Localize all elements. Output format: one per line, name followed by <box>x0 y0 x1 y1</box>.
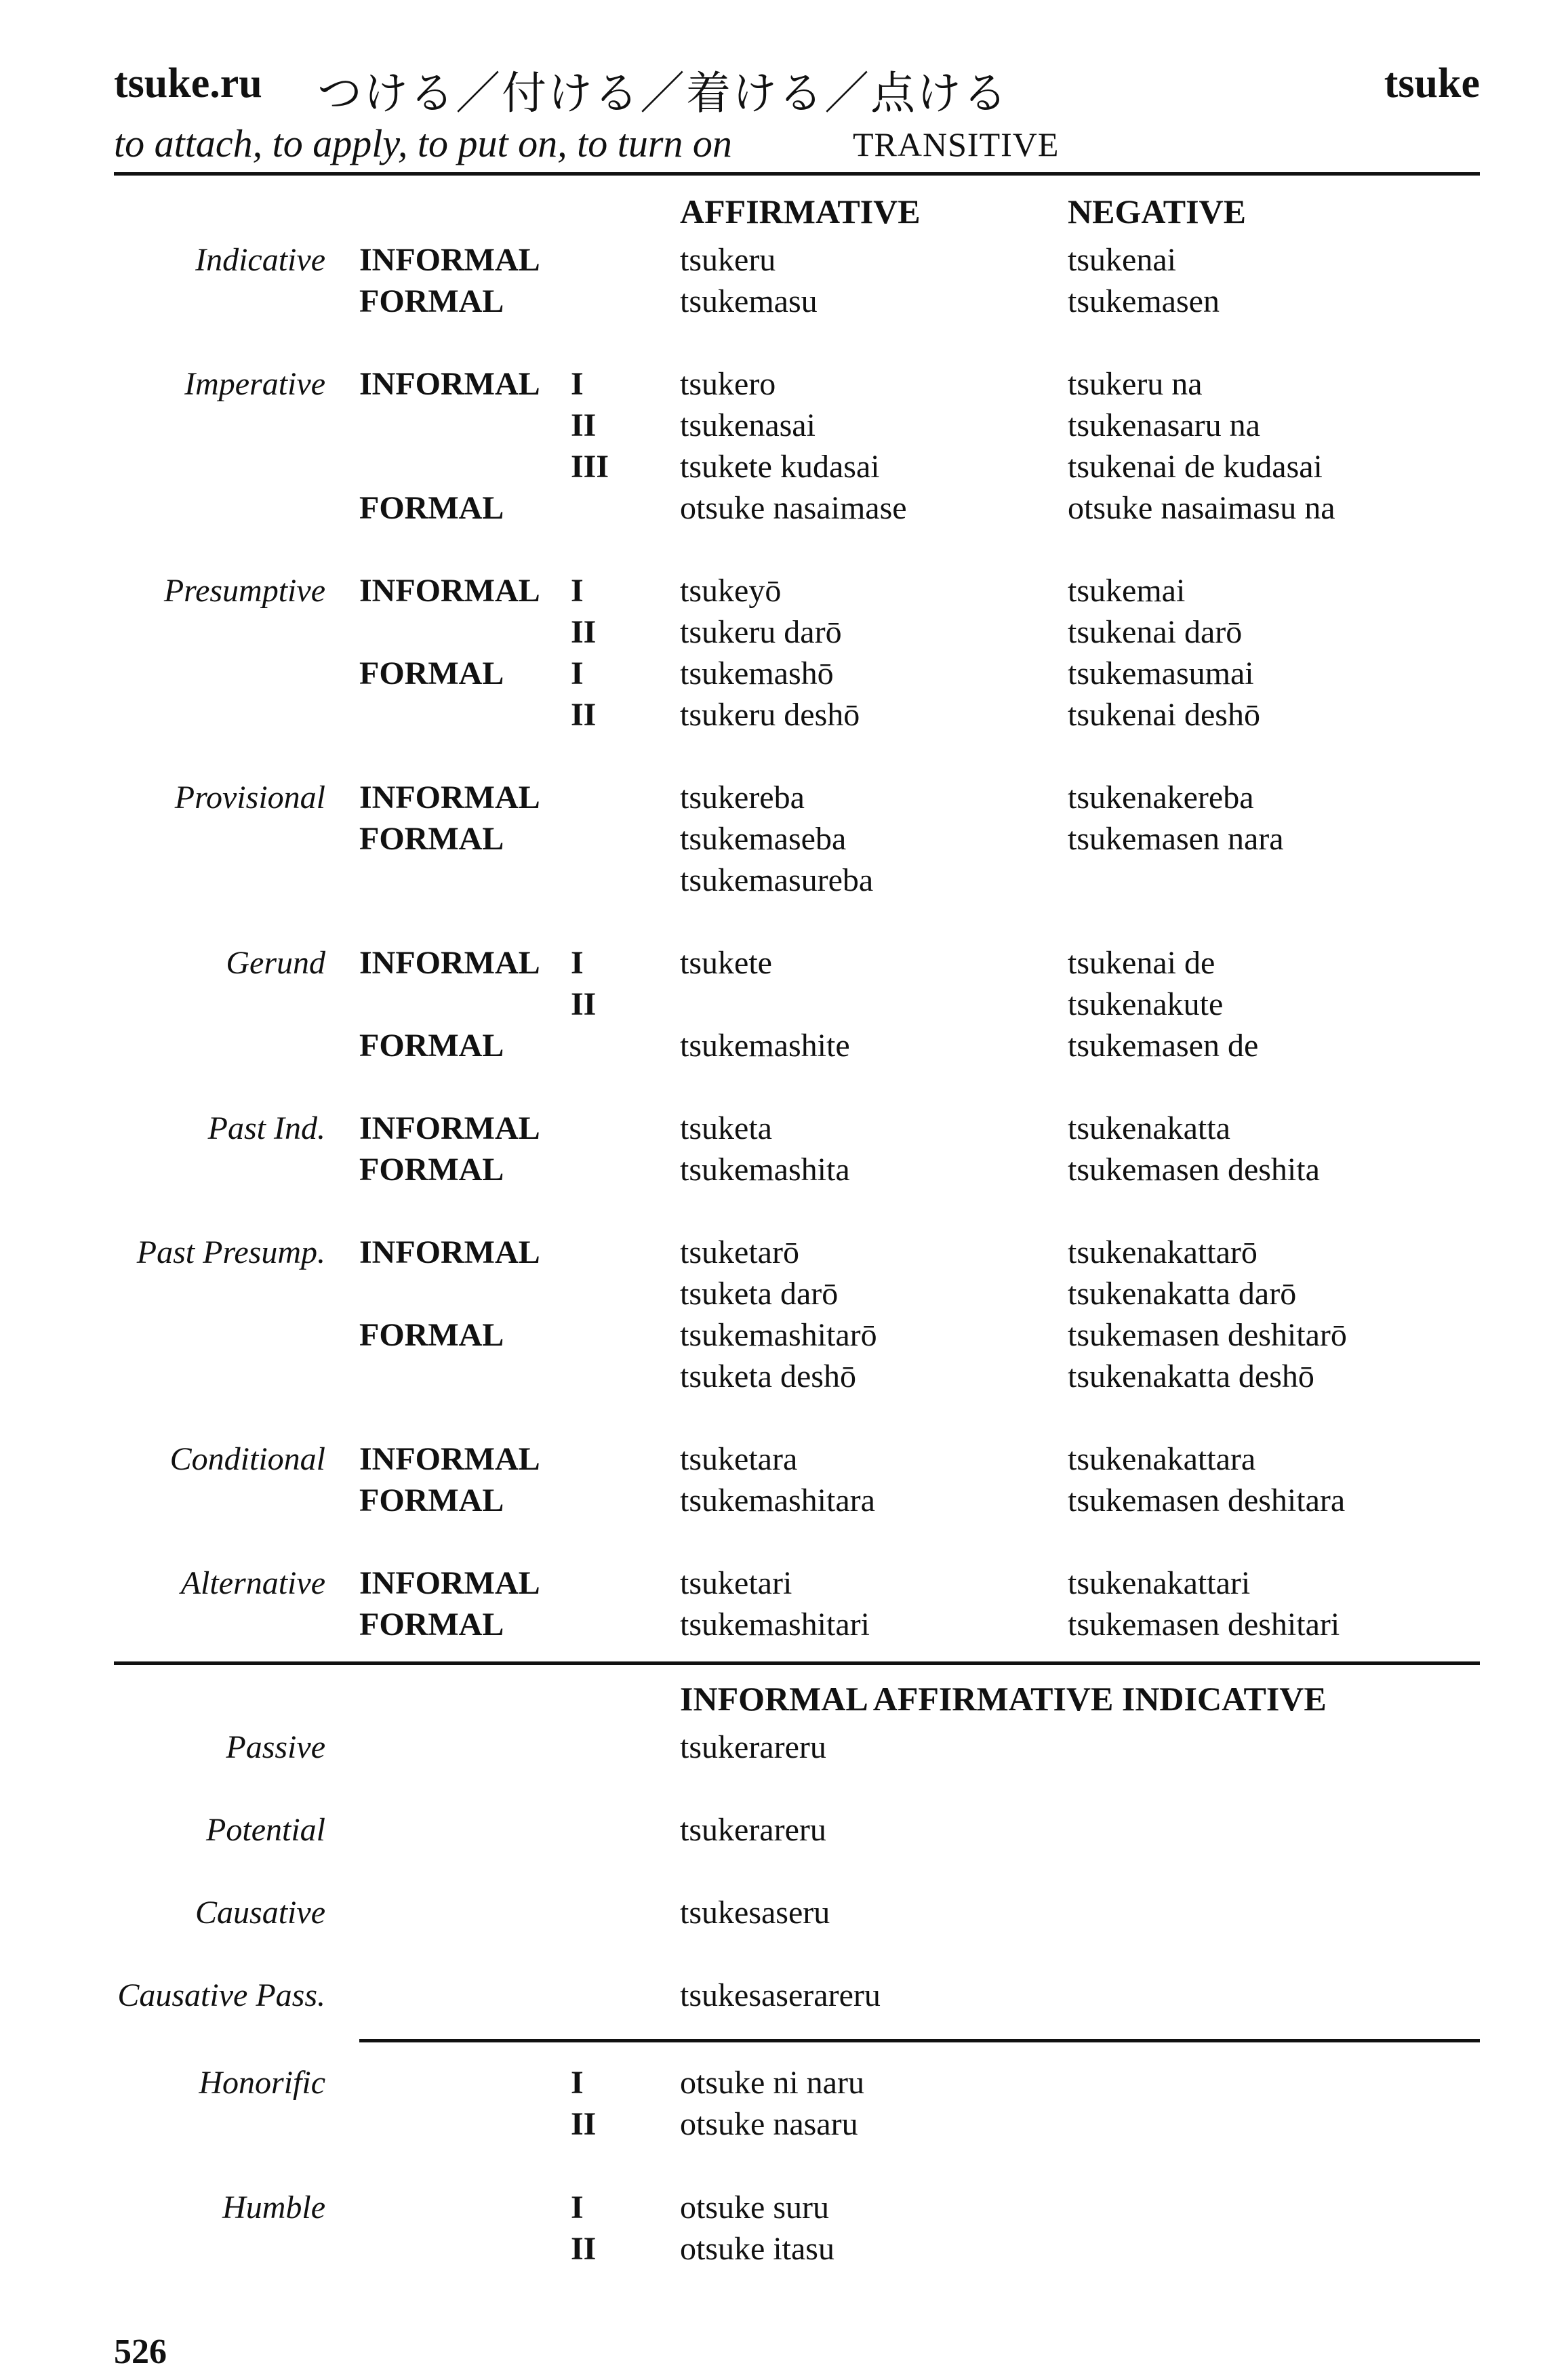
category-label: Past Presump. <box>136 1234 325 1270</box>
affirmative-form: tsukeru <box>680 242 776 278</box>
negative-form: tsukemasen deshitara <box>1068 1483 1346 1518</box>
register-label: INFORMAL <box>359 945 540 981</box>
derived-form: tsukesaseru <box>680 1895 830 1931</box>
register-label: FORMAL <box>359 821 504 857</box>
derived-category: Passive <box>226 1729 325 1765</box>
polite-form: otsuke nasaru <box>680 2106 858 2142</box>
category-label: Provisional <box>174 780 325 815</box>
negative-form: tsukemasen <box>1068 283 1220 319</box>
negative-form: tsukemasen deshita <box>1068 1152 1320 1188</box>
affirmative-form: tsukeru darō <box>680 614 842 650</box>
affirmative-form: tsuketa <box>680 1110 772 1146</box>
category-label: Presumptive <box>163 573 325 609</box>
affirmative-form: tsukete <box>680 945 772 981</box>
register-label: FORMAL <box>359 1152 504 1188</box>
affirmative-form: tsukemashitarō <box>680 1317 877 1353</box>
affirmative-form: otsuke nasaimase <box>680 490 907 526</box>
polite-form: otsuke itasu <box>680 2231 834 2267</box>
affirmative-form: tsukeru deshō <box>680 697 860 733</box>
form-number: I <box>571 655 584 691</box>
mid-rule <box>114 1661 1480 1665</box>
form-number: I <box>571 366 584 402</box>
negative-form: tsukenakatta darō <box>1068 1276 1297 1312</box>
english-gloss: to attach, to apply, to put on, to turn on <box>114 121 732 165</box>
top-rule <box>114 172 1480 176</box>
affirmative-form: tsukemasu <box>680 283 818 319</box>
negative-form: tsukenai deshō <box>1068 697 1260 733</box>
negative-form: tsukenakatta <box>1068 1110 1230 1146</box>
negative-form: tsukenakattarō <box>1068 1234 1258 1270</box>
form-number: II <box>571 2231 597 2267</box>
affirmative-form: tsukeyō <box>680 573 782 609</box>
negative-form: tsukenai de kudasai <box>1068 449 1323 485</box>
negative-form: tsukenakereba <box>1068 780 1254 815</box>
category-label: Imperative <box>184 366 325 402</box>
negative-form: tsukenai <box>1068 242 1176 278</box>
register-label: INFORMAL <box>359 1234 540 1270</box>
negative-form: tsukenakattara <box>1068 1441 1256 1477</box>
register-label: INFORMAL <box>359 366 540 402</box>
form-number: II <box>571 614 597 650</box>
register-label: FORMAL <box>359 283 504 319</box>
negative-form: tsukenakatta deshō <box>1068 1358 1314 1394</box>
form-number: I <box>571 573 584 609</box>
derived-form: tsukerareru <box>680 1729 826 1765</box>
form-number: I <box>571 2065 584 2101</box>
register-label: FORMAL <box>359 655 504 691</box>
derived-form: tsukerareru <box>680 1812 826 1848</box>
header-line-1 <box>114 60 1480 121</box>
negative-form: tsukemasen de <box>1068 1028 1259 1064</box>
stem: tsuke <box>1384 60 1480 106</box>
negative-form: tsukenai de <box>1068 945 1215 981</box>
negative-form: tsukemasen nara <box>1068 821 1284 857</box>
form-number: I <box>571 945 584 981</box>
polite-rule <box>359 2039 1480 2042</box>
headword: tsuke.ru <box>114 60 262 106</box>
derived-heading: INFORMAL AFFIRMATIVE INDICATIVE <box>680 1680 1327 1718</box>
affirmative-form: tsukemasureba <box>680 862 874 898</box>
form-number: II <box>571 986 597 1022</box>
polite-form: otsuke suru <box>680 2190 829 2225</box>
column-header-negative: NEGATIVE <box>1068 193 1247 230</box>
negative-form: tsukenai darō <box>1068 614 1243 650</box>
negative-form: otsuke nasaimasu na <box>1068 490 1335 526</box>
form-number: II <box>571 407 597 443</box>
register-label: INFORMAL <box>359 1441 540 1477</box>
form-number: II <box>571 697 597 733</box>
affirmative-form: tsukete kudasai <box>680 449 880 485</box>
negative-form: tsukemai <box>1068 573 1186 609</box>
register-label: INFORMAL <box>359 1565 540 1601</box>
register-label: INFORMAL <box>359 573 540 609</box>
negative-form: tsukenakattari <box>1068 1565 1251 1601</box>
affirmative-form: tsuketa darō <box>680 1276 839 1312</box>
category-label: Gerund <box>226 945 325 981</box>
register-label: INFORMAL <box>359 1110 540 1146</box>
affirmative-form: tsuketari <box>680 1565 792 1601</box>
affirmative-form: tsukemashitari <box>680 1607 870 1642</box>
register-label: FORMAL <box>359 490 504 526</box>
affirmative-form: tsuketarō <box>680 1234 799 1270</box>
register-label: FORMAL <box>359 1483 504 1518</box>
polite-category: Humble <box>222 2190 325 2225</box>
header-line-2 <box>114 121 1480 175</box>
affirmative-form: tsukenasai <box>680 407 816 443</box>
affirmative-form: tsukemashō <box>680 655 834 691</box>
derived-category: Causative Pass. <box>117 1977 325 2013</box>
affirmative-form: tsukereba <box>680 780 805 815</box>
page-number: 526 <box>114 2333 167 2371</box>
category-label: Conditional <box>169 1441 325 1477</box>
affirmative-form: tsukemashita <box>680 1152 850 1188</box>
register-label: INFORMAL <box>359 780 540 815</box>
derived-category: Causative <box>195 1895 325 1931</box>
register-label: INFORMAL <box>359 242 540 278</box>
category-label: Indicative <box>195 242 325 278</box>
negative-form: tsukenasaru na <box>1068 407 1260 443</box>
negative-form: tsukeru na <box>1068 366 1203 402</box>
affirmative-form: tsuketara <box>680 1441 798 1477</box>
form-number: I <box>571 2190 584 2225</box>
negative-form: tsukenakute <box>1068 986 1224 1022</box>
category-label: Past Ind. <box>207 1110 325 1146</box>
affirmative-form: tsuketa deshō <box>680 1358 856 1394</box>
headword-kana: つける／付ける／着ける／点ける <box>317 67 1009 119</box>
column-header-affirmative: AFFIRMATIVE <box>680 193 921 230</box>
register-label: FORMAL <box>359 1317 504 1353</box>
register-label: FORMAL <box>359 1607 504 1642</box>
affirmative-form: tsukero <box>680 366 776 402</box>
affirmative-form: tsukemashite <box>680 1028 850 1064</box>
form-number: II <box>571 2106 597 2142</box>
polite-category: Honorific <box>199 2065 325 2101</box>
register-label: FORMAL <box>359 1028 504 1064</box>
category-label: Alternative <box>180 1565 325 1601</box>
derived-form: tsukesaserareru <box>680 1977 881 2013</box>
transitivity-label: TRANSITIVE <box>853 125 1060 163</box>
affirmative-form: tsukemashitara <box>680 1483 875 1518</box>
negative-form: tsukemasen deshitarō <box>1068 1317 1347 1353</box>
page-header <box>114 60 1480 175</box>
negative-form: tsukemasumai <box>1068 655 1254 691</box>
polite-form: otsuke ni naru <box>680 2065 864 2101</box>
affirmative-form: tsukemaseba <box>680 821 847 857</box>
form-number: III <box>571 449 609 485</box>
negative-form: tsukemasen deshitari <box>1068 1607 1340 1642</box>
derived-category: Potential <box>206 1812 325 1848</box>
